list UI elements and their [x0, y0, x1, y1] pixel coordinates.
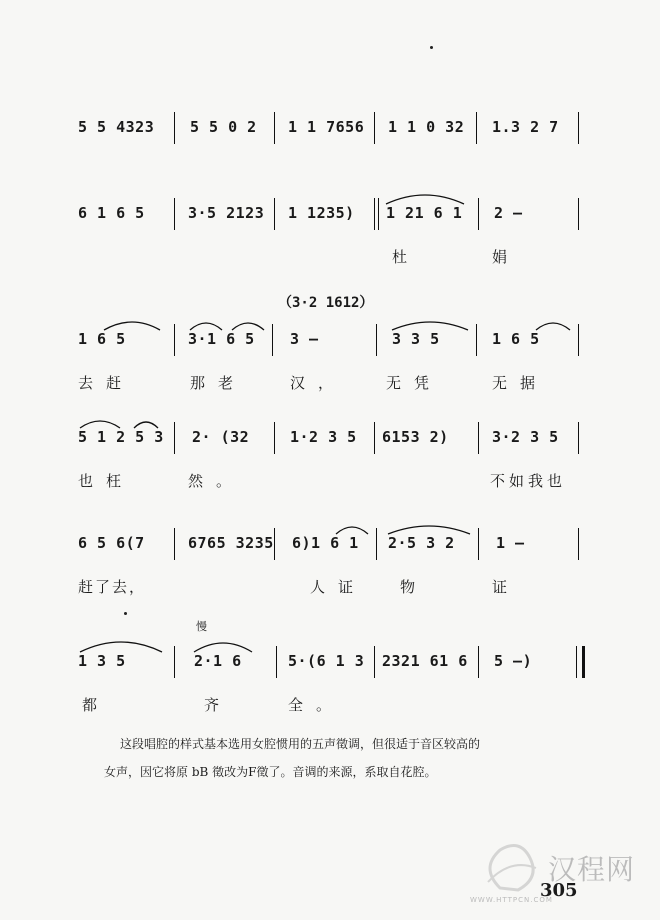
notation-line — [78, 330, 598, 364]
measure: 2321 61 6 — [382, 652, 468, 670]
slur-mark — [192, 638, 254, 654]
lyric: 汉， — [290, 374, 347, 392]
measure: 1 1 7656 — [288, 118, 365, 136]
slur-mark — [78, 416, 122, 430]
footnote-line: 这段唱腔的样式基本选用女腔惯用的五声徵调，但很适于音区较高的 — [120, 737, 481, 751]
barline — [276, 646, 277, 678]
lyric: 不如我也 — [490, 472, 567, 490]
lyric: 娟 — [492, 248, 521, 266]
lyric: 也枉 — [78, 472, 135, 490]
measure: 1·2 3 5 — [290, 428, 357, 446]
measure: 2·5 3 2 — [388, 534, 455, 552]
barline — [174, 422, 175, 454]
barline — [578, 528, 579, 560]
lyric: 无凭 — [386, 374, 443, 392]
lyric: 人证 — [310, 578, 367, 596]
lyric: 都 — [82, 696, 111, 714]
lyric: 然。 — [188, 472, 245, 490]
barline — [478, 646, 479, 678]
slur-mark — [230, 318, 266, 332]
lyric: 杜 — [392, 248, 421, 266]
measure: 1 — — [496, 534, 525, 552]
barline — [576, 646, 577, 678]
measure: 5 1 2 5 3 — [78, 428, 164, 446]
barline — [378, 198, 379, 230]
notation-line — [78, 204, 598, 238]
lyric: 去赶 — [78, 374, 135, 392]
notation-line — [78, 118, 598, 152]
measure: 3·1 6 5 — [188, 330, 255, 348]
page-number: 305 — [540, 880, 578, 901]
slur-mark — [390, 318, 470, 332]
barline — [274, 422, 275, 454]
slur-mark — [132, 416, 160, 430]
staff-row-5 — [78, 534, 598, 624]
barline — [174, 646, 175, 678]
measure: 6 1 6 5 — [78, 204, 145, 222]
measure: 1 6 5 — [78, 330, 126, 348]
barline — [476, 112, 477, 144]
barline — [374, 422, 375, 454]
barline — [476, 324, 477, 356]
barline — [376, 324, 377, 356]
barline — [374, 112, 375, 144]
measure: 6 5 6(7 — [78, 534, 145, 552]
lyric: 证 — [492, 578, 521, 596]
notation-line — [78, 652, 598, 686]
barline — [478, 422, 479, 454]
slur-mark — [534, 318, 572, 332]
barline — [174, 528, 175, 560]
barline — [174, 324, 175, 356]
barline — [374, 646, 375, 678]
barline — [578, 198, 579, 230]
barline — [272, 324, 273, 356]
watermark-text: 汉程网 — [548, 853, 636, 886]
measure: 1.3 2 7 — [492, 118, 559, 136]
slur-mark — [334, 522, 370, 536]
barline — [274, 112, 275, 144]
print-dot — [124, 612, 127, 615]
slur-mark — [78, 638, 164, 654]
barline — [478, 198, 479, 230]
measure: 3·5 2123 — [188, 204, 265, 222]
lyric: 齐 — [204, 696, 233, 714]
lyric: 全。 — [288, 696, 345, 714]
measure: 2·1 6 — [194, 652, 242, 670]
measure: 2 — — [494, 204, 523, 222]
tempo-marking: 慢 — [196, 620, 207, 633]
barline — [174, 112, 175, 144]
notation-line — [78, 534, 598, 568]
measure: 5 5 4323 — [78, 118, 155, 136]
measure: 5·(6 1 3 — [288, 652, 365, 670]
measure: 1 1 0 32 — [388, 118, 465, 136]
lyric: 赶了去， — [78, 578, 147, 596]
barline — [274, 528, 275, 560]
measure: 1 3 5 — [78, 652, 126, 670]
slur-mark — [386, 522, 472, 536]
measure: 1 6 5 — [492, 330, 540, 348]
lyric: 那老 — [190, 374, 247, 392]
print-dot — [430, 46, 433, 49]
final-barline — [582, 646, 585, 678]
measure: 3 3 5 — [392, 330, 440, 348]
measure: 6765 3235 — [188, 534, 274, 552]
barline — [274, 198, 275, 230]
lyric: 无据 — [492, 374, 549, 392]
bracketed-phrase: （3·2 1612） — [278, 295, 374, 311]
barline — [374, 198, 375, 230]
footnote-line: 女声，因它将原 bB 徵改为F徵了。音调的来源，系取自花腔。 — [104, 765, 437, 779]
watermark-url: WWW.HTTPCN.COM — [470, 896, 553, 904]
measure: 5 5 0 2 — [190, 118, 257, 136]
measure: 2· (32 — [192, 428, 250, 446]
slur-mark — [102, 318, 162, 332]
staff-row-6 — [78, 620, 598, 742]
barline — [174, 198, 175, 230]
measure: 5 —) — [494, 652, 533, 670]
staff-row-2 — [78, 204, 598, 294]
footnote-paragraph — [104, 730, 560, 786]
measure: 6)1 6 1 — [292, 534, 359, 552]
lyric: 物 — [400, 578, 429, 596]
staff-row-4 — [78, 428, 598, 518]
barline — [578, 112, 579, 144]
barline — [478, 528, 479, 560]
measure: 1 1235) — [288, 204, 355, 222]
barline — [578, 324, 579, 356]
measure: 6153 2) — [382, 428, 449, 446]
barline — [578, 422, 579, 454]
notation-line — [78, 428, 598, 462]
slur-mark — [384, 192, 466, 206]
measure: 3 — — [290, 330, 319, 348]
barline — [376, 528, 377, 560]
staff-row-1 — [78, 118, 598, 208]
slur-mark — [188, 318, 224, 332]
measure: 3·2 3 5 — [492, 428, 559, 446]
staff-row-3 — [78, 295, 598, 420]
measure: 1 21 6 1 — [386, 204, 463, 222]
